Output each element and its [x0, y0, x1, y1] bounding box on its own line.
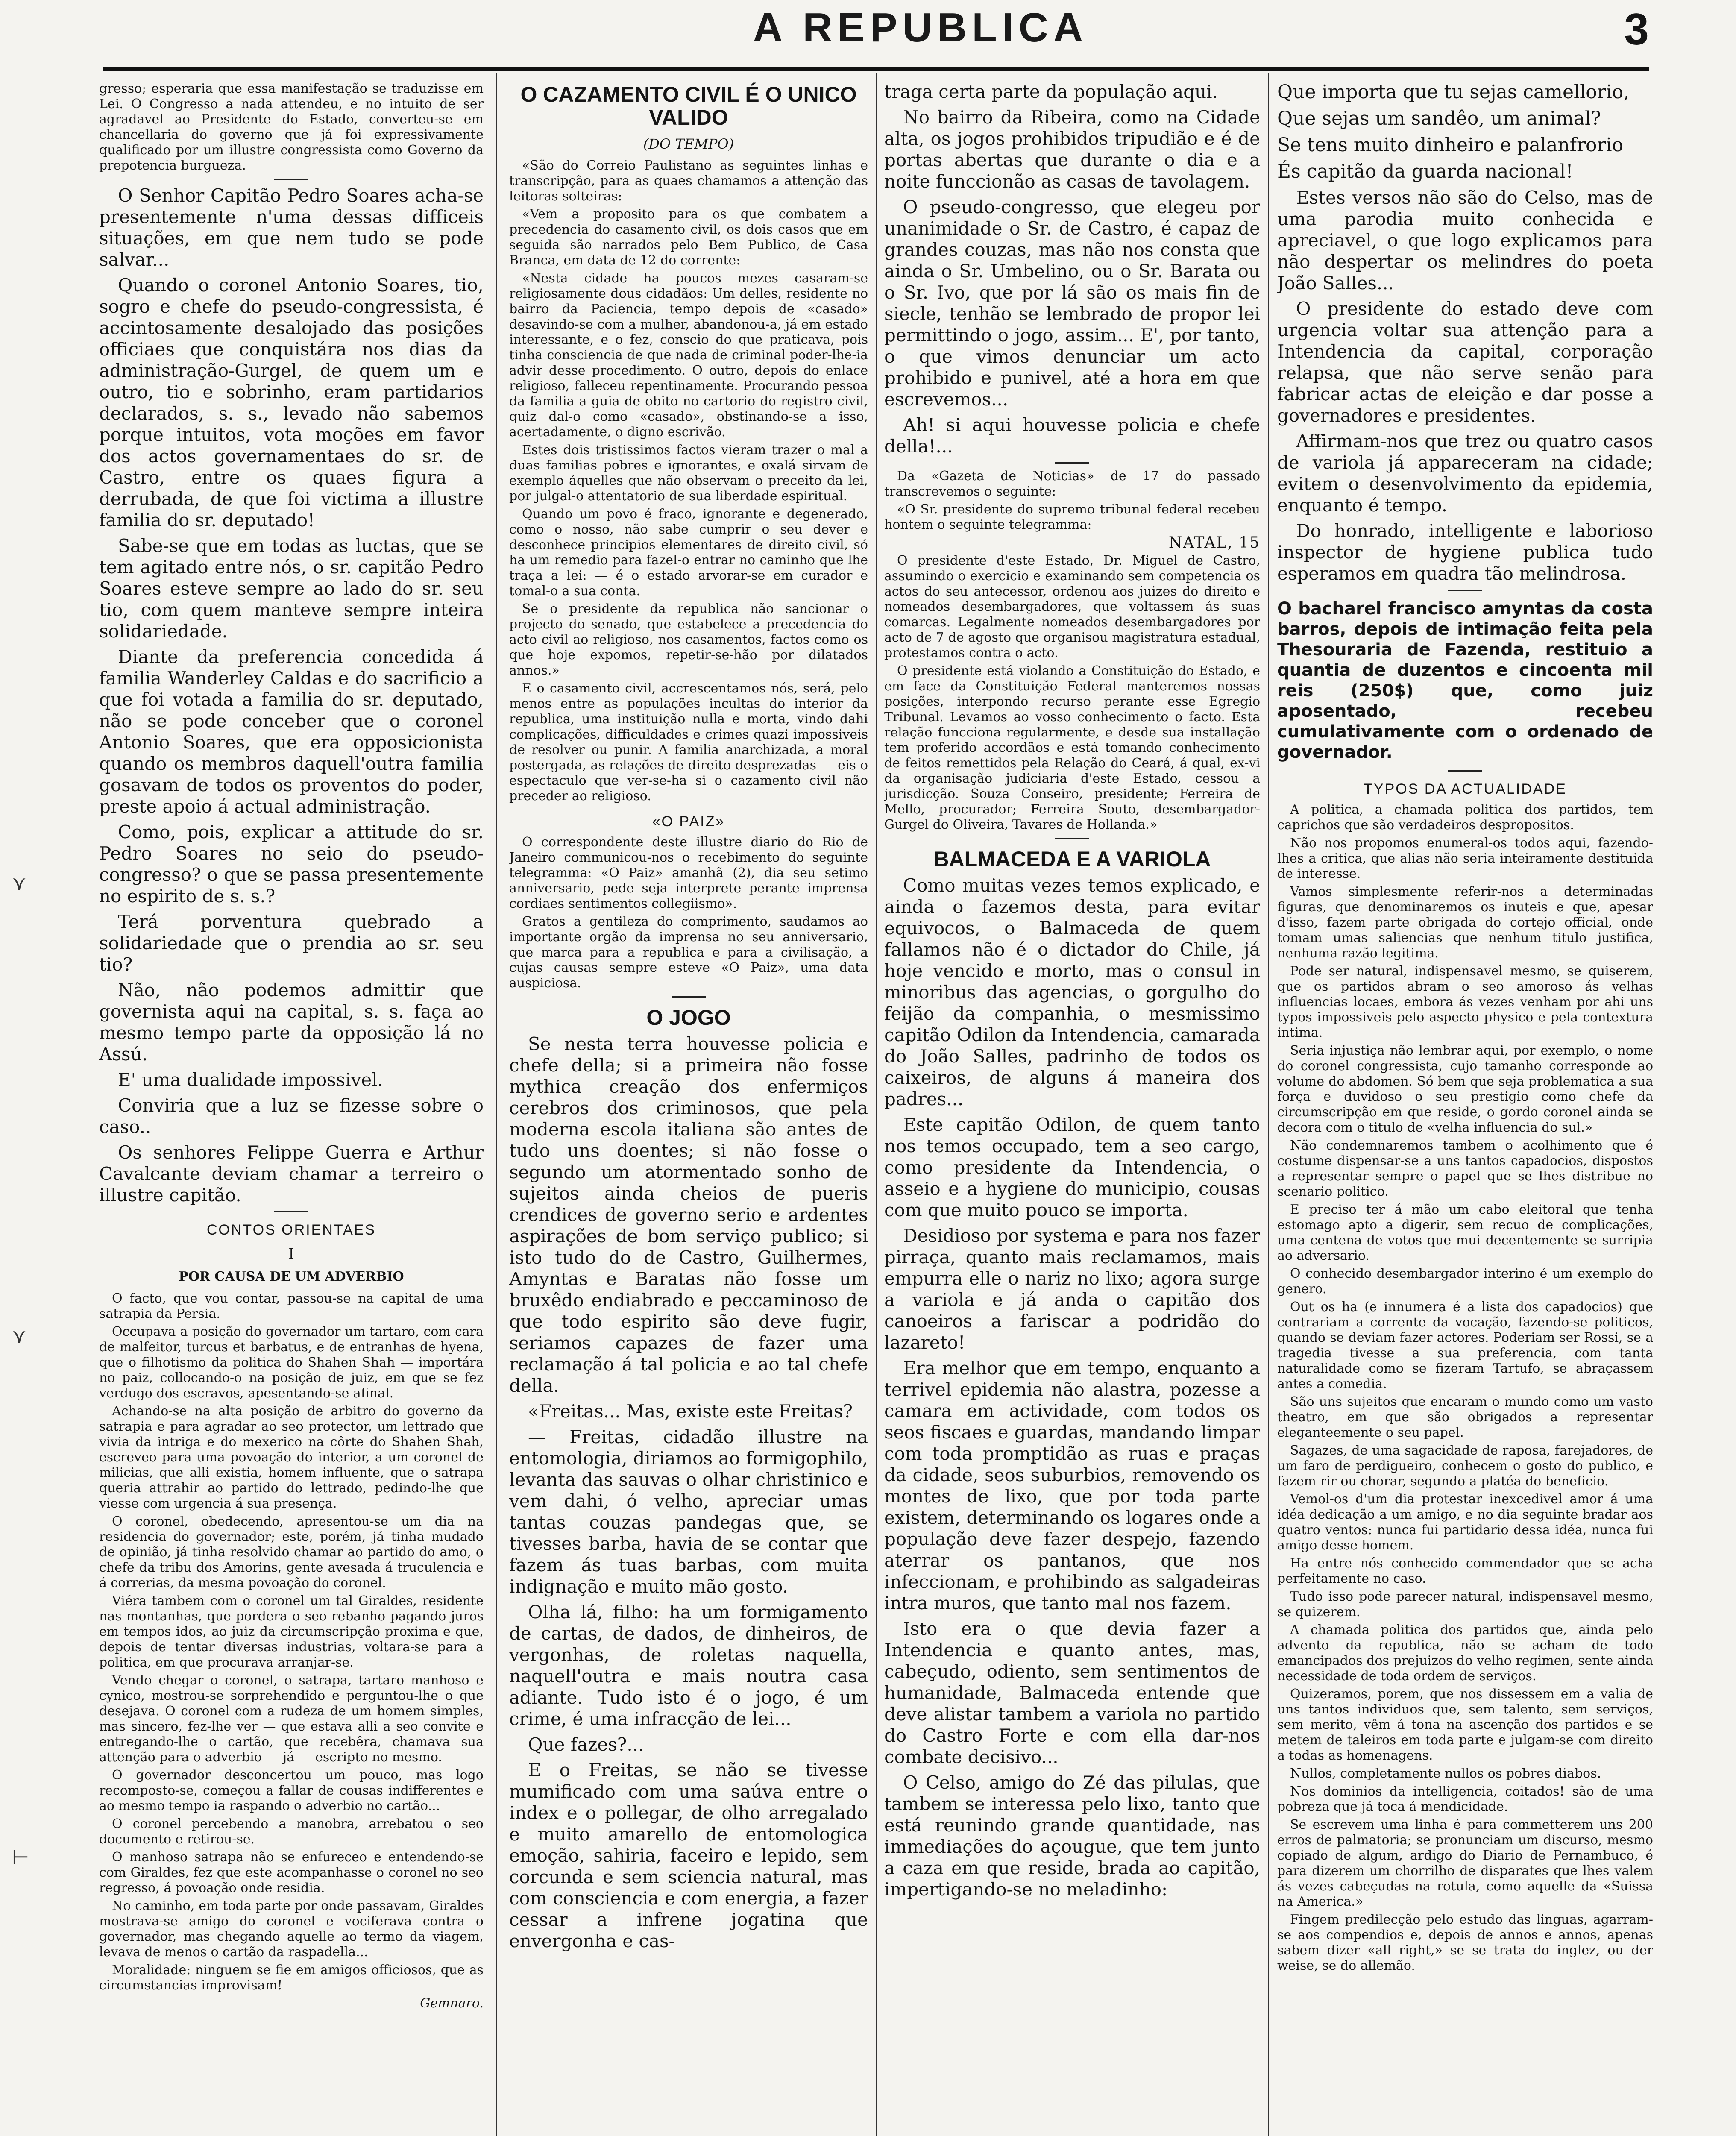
- paragraph: Ah! si aqui houvesse policia e chefe della!...: [884, 414, 1260, 457]
- article-heading: O CAZAMENTO CIVIL É O UNICO VALIDO: [520, 82, 857, 129]
- paragraph: E o Freitas, se não se tivesse mumificado com uma saúva entre o index e o pollegar, de olho arregalado e muito amarello de entomologica emoção, sahiria, faceiro e lepido, sem corcunda e sem sciencia natural, mas com consciencia e com energia, a fazer cessar a infrene jogatina que envergonha e cas-: [509, 1760, 868, 1951]
- paragraph: No bairro da Ribeira, como na Cidade alta, os jogos prohibidos tripudião e é de portas abertas que durante o dia e a noite funccionão as casas de tavolagem.: [884, 107, 1260, 192]
- paragraph: Occupava a posição do governador um tartaro, com cara de malfeitor, turcus et barbatus, e de entranhas de hyena, que o filhotismo da politica do Shahen Shah — importára no paiz, collocando-o na posição de juiz, em que se fez verdugo dos escravos, apesentando-se afinal.: [99, 1324, 484, 1401]
- margin-mark: ⋎: [12, 871, 26, 895]
- masthead: [111, 4, 1649, 68]
- paragraph: Affirmam-nos que trez ou quatro casos de variola já appareceram na cidade; evitem o desenvolvimento da epidemia, enquanto é tempo.: [1277, 431, 1653, 516]
- paragraph: Diante da preferencia concedida á familia Wanderley Caldas e do sacrificio a que foi votada a familia do sr. deputado, não se pode conceber que o coronel Antonio Soares, que era opposicionista quando os membros daquell'outra familia gosavam de todos os proventos do poder, preste apoio á actual administração.: [99, 646, 484, 817]
- paragraph: Nullos, completamente nullos os pobres diabos.: [1290, 1766, 1601, 1781]
- paragraph: O presidente d'este Estado, Dr. Miguel de Castro, assumindo o exercicio e examinando sem competencia os actos do seu antecessor, ordenou aos juizes do direito e nomeados desembargadores, que voltassem ás suas comarcas. Legalmente nomeados desembargadores por acto de 7 de agosto que organisou magistratura estadual, protestamos contra o acto.: [884, 553, 1260, 660]
- paragraph: O facto, que vou contar, passou-se na capital de uma satrapia da Persia.: [99, 1291, 484, 1321]
- column-divider: [496, 73, 497, 2136]
- paragraph: — Freitas, cidadão illustre na entomologia, diriamos ao formigophilo, levanta das sauvas o olhar christinico e vem dahi, ó velho, apreciar umas tantas couzas pandegas que, se tivesses barba, havia de se contar que fazem ás tuas barbas, com muita indignação e muito mão gosto.: [509, 1426, 868, 1597]
- paragraph: Vendo chegar o coronel, o satrapa, tartaro manhoso e cynico, mostrou-se sorprehendido e perguntou-lhe o que desejava. O coronel com a rudeza de um homem simples, mas sincero, fez-lhe ver — que estava alli a seo convite e entregando-lhe o cartão, que recebêra, chamava sua attenção para o adverbio — já — escripto no mesmo.: [99, 1673, 484, 1765]
- paragraph: Conviria que a luz se fizesse sobre o caso..: [99, 1095, 484, 1137]
- paragraph: Achando-se na alta posição de arbitro do governo da satrapia e para agradar ao seo protector, um lettrado que vivia da intriga e do mexerico na côrte do Shahen Shah, escreveo para uma povoação do interior, a um coronel de milicias, que alli existia, homem influente, que o satrapa queria attrahir ao partido do lettrado, pedindo-lhe que viesse com urgencia á sua presença.: [99, 1404, 484, 1511]
- paragraph: «Nesta cidade ha poucos mezes casaram-se religiosamente dous cidadãos: Um delles, residente no bairro da Paciencia, tempo depois de «casado» desavindo-se com a mulher, abandonou-a, já em estado interessante, e o fez, consciо do que praticava, pois tinha consciencia de que nada de criminal poder-lhe-ia advir desse procedimento. O outro, depois do enlace religioso, falleceu repentinamente. Procurando pessoa da familia a guia de obito no cartorio do registro civil, quiz dal-o como «casado», obstinando-se a isso, acertadamente, o digno escrivão.: [509, 271, 868, 440]
- paragraph: Sabe-se que em todas as luctas, que se tem agitado entre nós, o sr. capitão Pedro Soares esteve sempre ao lado do sr. seu tio, com quem manteve sempre inteira solidariedade.: [99, 535, 484, 642]
- paragraph: Se o presidente da republica não sancionar o projecto do senado, que estabelece a precedencia do acto civil ao religioso, nos casamentos, factos como os que hoje expomos, repetir-se-hão por dilatados annos.»: [509, 601, 868, 678]
- paragraph: Quando o coronel Antonio Soares, tio, sogro e chefe do pseudo-congressista, é accintosamente desalojado das posições officiaes que conquistára nos dias da administração-Gurgel, de quem um e outro, tio e sobrinho, eram partidarios declarados, s. s., levado não sabemos porque intuitos, vota moções em favor dos actos governamentaes do sr. de Castro, entre os quaes figura a derrubada, de que foi victima a illustre familia do sr. deputado!: [99, 275, 484, 531]
- paragraph: Out os ha (e innumera é a lista dos capadocios) que contrariam a corrente da vocação, fazendo-se politicos, quando se deviam fazer actores. Poderiam ser Rossi, se a tragedia tivesse a sua preferencia, com tanta naturalidade como se fizeram Tartufo, se abraçassem antes a comedia.: [1277, 1300, 1653, 1391]
- paragraph: Vamos simplesmente referir-nos a determinadas figuras, que denominaremos os inuteis e que, apesar d'isso, fazem parte obrigada do cortejo official, onde tomam umas saliencias que nenhum titulo justifica, nenhuma razão legitima.: [1277, 884, 1653, 961]
- paragraph: Pode ser natural, indispensavel mesmo, se quiserem, que os partidos abram o seo amoroso ás velhas influencias locaes, embora ás vezes venham por ahi uns typos impossiveis pelo aspecto physico e pela contextura intima.: [1277, 964, 1653, 1040]
- paragraph: Terá porventura quebrado a solidariedade que o prendia ao sr. seu tio?: [99, 911, 484, 975]
- paragraph: O conhecido desembargador interino é um exemplo do genero.: [1277, 1266, 1653, 1297]
- paragraph: O pseudo-congresso, que elegeu por unanimidade o Sr. de Castro, é capaz de grandes couzas, mas não nos consta que ainda o Sr. Umbelino, ou o Sr. Barata ou o Sr. Ivo, que por lá são os mais fin de siecle, tenhão se lembrado de propor lei permittindo o jogo, assim... E', por tanto, o que vimos denunciar um acto prohibido e punivel, até a hora em que escrevemos...: [884, 197, 1260, 410]
- paragraph: «O Sr. presidente do supremo tribunal federal recebeu hontem o seguinte telegramma:: [884, 502, 1260, 532]
- paragraph: O coronel, obedecendo, apresentou-se um dia na residencia do governador; este, porém, já tinha mudado de opinião, já tinha resolvido chamar ao partido do amo, o chefe da tribu dos Amorins, gente avesada á truculencia e á correrias, da mesma povoação do coronel.: [99, 1514, 484, 1590]
- margin-mark: ⋎: [12, 1324, 26, 1347]
- paragraph: «São do Correio Paulistano as seguintes linhas e transcripção, para as quaes chamamos a attenção das leitoras solteiras:: [509, 158, 868, 204]
- paragraph: Do honrado, intelligente e laborioso inspector de hygiene publica tudo esperamos em quadra tão melindrosa.: [1277, 520, 1653, 584]
- separator: [274, 1211, 308, 1212]
- paragraph: A politica, a chamada politica dos partidos, tem caprichos que são verdadeiros despropositos.: [1277, 802, 1653, 833]
- paragraph: E o casamento civil, accrescentamos nós, será, pelo menos entre as populações incultas do interior da republica, uma instituição nulla e morta, vindo dahi complicações, difficuldades e crimes quazi impossiveis de resolver ou punir. A familia anarchizada, a moral postergada, as relações de direito desprezadas — eis o espectaculo que ver-se-ha si o cazamento civil não preceder ao religioso.: [509, 681, 868, 804]
- paragraph: Da «Gazeta de Noticias» de 17 do passado transcrevemos o seguinte:: [884, 469, 1260, 499]
- paragraph: Não, não podemos admittir que governista aqui na capital, s. s. faça ao mesmo tempo parte da opposição lá no Assú.: [99, 980, 484, 1065]
- header-rule: [103, 67, 1649, 71]
- bold-notice: O bacharel francisco amyntas da costa barros, depois de intimação feita pela Thesouraria de Fazenda, restituio a quantia de duzentos e cincoenta mil reis (250$) que, como juiz aposentado, recebeu cumulativamente com o ordenado de governador.: [1277, 599, 1653, 762]
- paragraph: Estes versos não são do Celso, mas de uma parodia muito conhecida e apreciavel, o que logo explicamos para não despertar os melindres do poeta João Salles...: [1277, 187, 1653, 293]
- separator: [672, 996, 706, 998]
- paragraph: E' uma dualidade impossivel.: [118, 1069, 384, 1090]
- section-heading-contos: CONTOS ORIENTAES: [206, 1222, 376, 1238]
- paragraph: Olha lá, filho: ha um formigamento de cartas, de dados, de dinheiros, de vergonhas, de roletas naquella, naquell'outra e mais noutra casa adiante. Tudo isto é o jogo, é um crime, é uma infracção de lei...: [509, 1602, 868, 1729]
- paragraph: Viéra tambem com o coronel um tal Giraldes, residente nas montanhas, que pordera o seo rebanho pagando juros em tempos idos, ao juiz da circumscripção proxima e que, depois de tentar diversas industrias, voltara-se para a politica, em que procurava arranjar-se.: [99, 1593, 484, 1670]
- paragraph: Era melhor que em tempo, enquanto a terrivel epidemia não alastra, pozesse a camara em actividade, com todos os seos fiscaes e guardas, mandando limpar com toda promptidão as ruas e praças da cidade, seos suburbios, removendo os montes de lixo, que por toda parte existem, determinando os logares onde a população deve fazer despejo, fazendo aterrar os pantanos, que nos infeccionam, e prohibindo as salgadeiras intra muros, que tanto mal nos fazem.: [884, 1358, 1260, 1614]
- article-heading: O JOGO: [646, 1006, 731, 1030]
- paragraph: Não condemnaremos tambem o acolhimento que é costume dispensar-se a uns tantos capadocios, dispostos a representar sempre o papel que se lhes distribue no scenario politico.: [1277, 1138, 1653, 1199]
- paragraph: Este capitão Odilon, de quem tanto nos temos occupado, tem a seo cargo, como presidente da Intendencia, o asseio e a hygiene do municipio, cousas com que muito pouco se importa.: [884, 1114, 1260, 1221]
- article-heading: «O PAIZ»: [652, 813, 725, 830]
- paragraph: O governador desconcertou um pouco, mas logo recomposto-se, começou a fallar de cousas indifferentes e ao mesmo tempo ia raspando o adverbio no cartão...: [99, 1768, 484, 1813]
- paragraph: Os senhores Felippe Guerra e Arthur Cavalcante deviam chamar a terreiro o illustre capitão.: [99, 1142, 484, 1206]
- paragraph: Nos dominios da intelligencia, coitados! são de uma pobreza que já toca á mendicidade.: [1277, 1784, 1653, 1814]
- section-subheading: POR CAUSA DE UM ADVERBIO: [179, 1269, 404, 1284]
- paragraph: Que fazes?...: [528, 1734, 644, 1755]
- verse-line: Se tens muito dinheiro e palanfrorio: [1277, 134, 1624, 156]
- article-heading: BALMACEDA E A VARIOLA: [933, 847, 1211, 871]
- paragraph: Ha entre nós conhecido commendador que se acha perfeitamente no caso.: [1277, 1556, 1653, 1586]
- paragraph: Estes dois tristissimos factos vieram trazer o mal a duas familias pobres e ignorantes, e oxalá sirvam de exemplo áquelles que não observam o preceito da lei, por julgal-o attentatorio de sua liberdade espiritual.: [509, 443, 868, 504]
- paragraph: No caminho, em toda parte por onde passavam, Giraldes mostrava-se amigo do coronel e vociferava contra o governador, mas chegando aquelle ao termo da viagem, levava de menos o cartão da raspadella...: [99, 1898, 484, 1960]
- paragraph: Gratos a gentileza do comprimento, saudamos ao importante orgão da imprensa no seu anniversario, que marca para a republica e para a civilisação, a cujas causas sempre esteve «O Paiz», uma data auspiciosa.: [509, 914, 868, 991]
- paragraph: Sagazes, de uma sagacidade de raposa, farejadores, de um faro de perdigueiro, conhecem o gosto do publico, e fazem rir ou chorar, segundo a platéa do beneficio.: [1277, 1443, 1653, 1489]
- paragraph: Desidioso por systema e para nos fazer pirraça, quanto mais reclamamos, mais empurra elle o nariz no lixo; agora surge a variola e já anda o capitão dos canoeiros a fariscar a podridão do lazareto!: [884, 1225, 1260, 1353]
- column-divider: [876, 73, 877, 2136]
- verse-line: Que importa que tu sejas camellorio,: [1277, 81, 1630, 103]
- article-source: (DO TEMPO): [643, 136, 734, 152]
- paragraph: A chamada politica dos partidos que, ainda pelo advento da republica, não se acham de todo emancipados dos prejuizos do velho regimen, sente ainda necessidade de toda ordem de serviços.: [1277, 1623, 1653, 1684]
- paragraph: O Senhor Capitão Pedro Soares acha-se presentemente n'uma dessas difficeis situações, em que nem tudo se pode salvar...: [99, 185, 484, 270]
- column-2: [509, 81, 868, 2136]
- paragraph: Fingem predilecção pelo estudo das linguas, agarram-se aos compendios e, depois de annos e annos, apenas sabem dizer «all right,» se se trata do inglez, ou der weise, se do allemão.: [1277, 1912, 1653, 1973]
- paragraph: Não nos propomos enumeral-os todos aqui, fazendo-lhes a critica, que alias não seria inteiramente destituida de interesse.: [1277, 836, 1653, 881]
- page-number: 3: [1624, 5, 1649, 54]
- paragraph: O presidente está violando a Constituição do Estado, e em face da Constituição Federal manteremos nossas posições, interpondo recurso perante esse Egregio Tribunal. Levamos ao vosso conhecimento o facto. Esta relação funcciona regularmente, e desde sua installação tem proferido accordãos e está tomando conhecimento de feitos remettidos pela Relação do Ceará, á qual, ex-vi da organisação judiciaria d'este Estado, cessou a jurisdicção. Souza Conseiro, presidente; Ferreira de Mello, procurador; Ferreira Souto, desembargador-Gurgel do Oliveira, Tavares de Hollanda.»: [884, 663, 1260, 832]
- paragraph: traga certa parte da população aqui.: [884, 81, 1218, 102]
- paragraph: Se nesta terra houvesse policia e chefe della; si a primeira não fosse mythica creação dos enfermiços cerebros dos criminosos, que pela moderna escola italiana são antes de tudo uns doentes; si não fosse o segundo um atormentado sonho de sujeitos ainda cheios de pueris crendices de governo serio e ardentes aspirações de bom serviço publico; si isto tudo do de Castro, Guilhermes, Amyntas e Baratas não fosse um bruxêdo endiabrado e peccaminoso de que todo espirito são deve fugir, seriamos capazes de fazer uma reclamação á tal policia e ao tal chefe della.: [509, 1033, 868, 1396]
- intro-paragraph: gresso; esperaria que essa manifestação se traduzisse em Lei. O Congresso a nada attendeu, e no intuito de ser agradavel ao Presidente do Estado, converteu-se em chancellaria do governo que já foi expressivamente qualificado por um illustre congressista como Governo da prepotencia burgueza.: [99, 81, 484, 173]
- paragraph: «Vem a proposito para os que combatem a precedencia do casamento civil, os dois casos que em seguida são narrados pelo Bem Publico, de Casa Branca, em data de 12 do corrente:: [509, 207, 868, 268]
- separator: [1448, 590, 1482, 591]
- column-3: [884, 81, 1260, 2136]
- paragraph: O Celso, amigo do Zé das pilulas, que tambem se interessa pelo lixo, tanto que está reunindo grande quantidade, nas immediações do açougue, que tem junto a caza em que reside, brada ao capitão, impertigando-se no meladinho:: [884, 1772, 1260, 1900]
- paragraph: O manhoso satrapa não se enfureceo e entendendo-se com Giraldes, fez que este acompanhasse o coronel no seo regresso, á povoação onde residia.: [99, 1850, 484, 1895]
- paragraph: São uns sujeitos que encaram o mundo como um vasto theatro, em que são obrigados a representar eleganteemente o seu papel.: [1277, 1394, 1653, 1440]
- paragraph: Moralidade: ninguem se fie em amigos officiosos, que as circumstancias improvisam!: [99, 1963, 484, 1993]
- paragraph: Tudo isso pode parecer natural, indispensavel mesmo, se quizerem.: [1277, 1589, 1653, 1620]
- column-1: [99, 81, 484, 2136]
- separator: [1448, 770, 1482, 772]
- section-number: I: [288, 1245, 294, 1262]
- paragraph: Seria injustiça não lembrar aqui, por exemplo, o nome do coronel congressista, cujo tamanho corresponde ao volume do abdomen. Só bem que seja problematica a sua força e duvidoso o seu prestigio como chefe da circumscripção em que reside, o gordo coronel ainda se decora com o titulo de «velha influencia do sul.»: [1277, 1043, 1653, 1135]
- verse-line: Que sejas um sandêo, um animal?: [1277, 108, 1601, 129]
- signature: Gemnaro.: [420, 1996, 484, 2011]
- paragraph: E preciso ter á mão um cabo eleitoral que tenha estomago apto a digerir, sem recuo de complicações, uma centena de votos que mui decentemente se surripia ao adversario.: [1277, 1202, 1653, 1263]
- paragraph: Se escrevem uma linha é para commetterem uns 200 erros de palmatoria; se pronunciam um discurso, mesmo copiado de algum, ardigo do Diario de Pernambuco, é para dizerem um chorrilho de disparates que lhes valem ás vezes cabeçudas na rotula, como aquelle da «Suissa na America.»: [1277, 1817, 1653, 1909]
- margin-mark: ⊢: [12, 1846, 29, 1869]
- separator: [1055, 462, 1089, 464]
- dateline: NATAL, 15: [1168, 534, 1260, 552]
- paragraph: Como, pois, explicar a attitude do sr. Pedro Soares no seio do pseudo-congresso? o que se passa presentemente no espirito de s. s.?: [99, 822, 484, 907]
- separator: [1055, 838, 1089, 839]
- paragraph: Vemol-os d'um dia protestar inexcedivel amor á uma idéa dedicação a um amigo, e no dia seguinte bradar aos quatro ventos: nunca fui partidario dessa idéa, nunca fui amigo desse homem.: [1277, 1492, 1653, 1553]
- column-divider: [1268, 73, 1269, 2136]
- separator: [274, 179, 308, 180]
- paragraph: «Freitas... Mas, existe este Freitas?: [528, 1401, 853, 1422]
- newspaper-title: A REPUBLICA: [753, 5, 1088, 50]
- paragraph: Quando um povo é fraco, ignorante e degenerado, como o nosso, não sabe cumprir o seu dever e desconhece principios elementares de direito civil, só ha um remedio para fazel-o entrar no caminho que lhe traça a lei: — é o estado arvorar-se em curador e tomal-o a sua conta.: [509, 507, 868, 599]
- verse-line: És capitão da guarda nacional!: [1277, 161, 1573, 182]
- paragraph: Quizeramos, porem, que nos dissessem em a valia de uns tantos individuos que, sem talento, sem serviços, sem merito, vêm á tona na ascenção dos partidos e se metem de taleiros em toda parte e julgam-se com direito a todas as homenagens.: [1277, 1687, 1653, 1763]
- column-4: [1277, 81, 1653, 2136]
- paragraph: Isto era o que devia fazer a Intendencia e quanto antes, mas, cabeçudo, odiento, sem sentimentos de humanidade, Balmaceda entende que deve alistar tambem a variola no partido do Castro Forte e com ella dar-nos combate decisivo...: [884, 1618, 1260, 1767]
- paragraph: Como muitas vezes temos explicado, e ainda o fazemos desta, para evitar equivocos, o Balmaceda de quem fallamos não é o dictador do Chile, já hoje vencido e morto, mas o consul in minoribus das agencias, o gorgulho do feijão da companhia, o mesmissimo capitão Odilon da Intendencia, camarada do João Salles, padrinho de todos os caixeiros, de alguns á maneira dos padres...: [884, 875, 1260, 1109]
- article-heading: TYPOS DA ACTUALIDADE: [1364, 781, 1567, 797]
- paragraph: O presidente do estado deve com urgencia voltar sua attenção para a Intendencia da capital, corporação relapsa, que não serve senão para fabricar actas de eleição e dar posse a governadores e presidentes.: [1277, 298, 1653, 426]
- paragraph: O coronel percebendo a manobra, arrebatou o seo documento e retirou-se.: [99, 1816, 484, 1847]
- paragraph: O correspondente deste illustre diario do Rio de Janeiro communicou-nos o recebimento do seguinte telegramma: «O Paiz» amanhã (2), dia seu setimo anniversario, pede seja interprete perante imprensa cordiaes sentimentos collegiismo».: [509, 835, 868, 911]
